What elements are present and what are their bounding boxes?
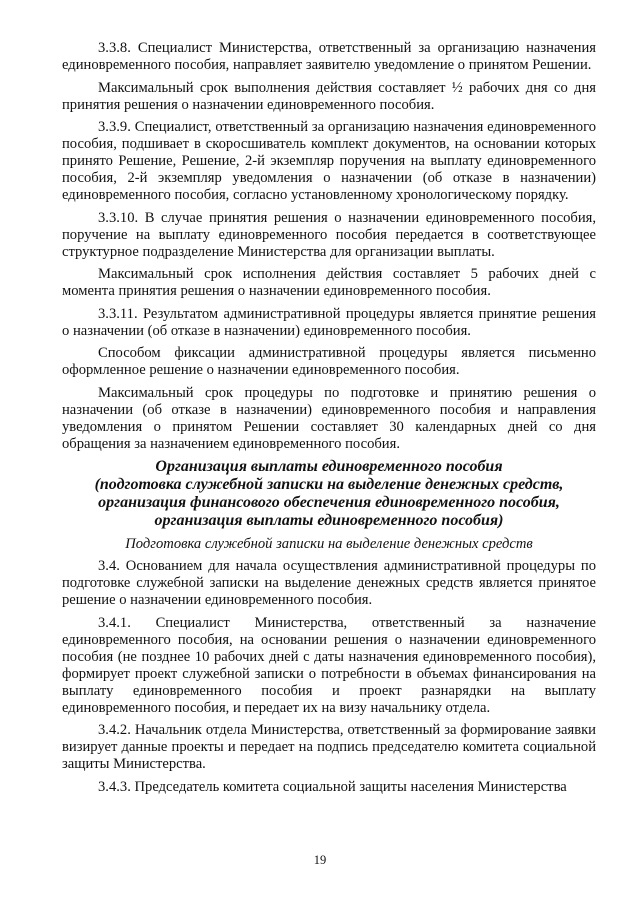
paragraph-3-3-10: 3.3.10. В случае принятия решения о назначении единовременного пособия, поручение на выплату единовременного пособия передается в соответствующее структурное подразделение Министерства для организации выплаты. bbox=[62, 209, 596, 260]
subsection-heading: Подготовка служебной записки на выделение денежных средств bbox=[125, 535, 533, 552]
paragraph-3-3-8: 3.3.8. Специалист Министерства, ответственный за организацию назначения единовременного пособия, направляет заявителю уведомление о принятом Решении. bbox=[62, 40, 596, 73]
paragraph-3-3-9: 3.3.9. Специалист, ответственный за организацию назначения единовременного пособия, подшивает в скоросшиватель комплект документов, на основании которых принято Решение, Решение, 2-й экземпляр поручения на выплату единовременного пособия, 2-й экземпляр уведомления о назначении (об отказе в назначении) единовременного пособия, согласно установленному хронологическому порядку. bbox=[62, 119, 596, 203]
document-page bbox=[62, 40, 596, 801]
paragraph-3-4-3: 3.4.3. Председатель комитета социальной защиты населения Министерства bbox=[98, 778, 567, 795]
section-heading-line: (подготовка служебной записки на выделение денежных средств, bbox=[94, 476, 564, 493]
section-heading bbox=[62, 458, 596, 530]
paragraph-3-4: 3.4. Основанием для начала осуществления административной процедуры по подготовке служебной записки на выделение денежных средств является принятое решение о назначении единовременного пособия. bbox=[62, 558, 596, 608]
paragraph-fixation-method: Способом фиксации административной процедуры является письменно оформленное решение о назначении единовременного пособия. bbox=[62, 345, 596, 378]
paragraph-deadline-half-day: Максимальный срок выполнения действия составляет ½ рабочих дня со дня принятия решения о назначении единовременного пособия. bbox=[62, 79, 596, 113]
paragraph-3-4-1: 3.4.1. Специалист Министерства, ответственный за назначение единовременного пособия, на основании решения о назначении единовременного пособия (не позднее 10 рабочих дней с даты назначения единовременного пособия), формирует проект служебной записки о потребности в объемах финансирования на выплату единовременного пособия и проект разнарядки на выплату единовременного пособия, и передает их на визу начальнику отдела. bbox=[62, 614, 596, 716]
section-heading-line: организация финансового обеспечения единовременного пособия, bbox=[98, 494, 560, 511]
section-heading-line: Организация выплаты единовременного пособия bbox=[155, 458, 503, 475]
paragraph-3-3-11: 3.3.11. Результатом административной процедуры является принятие решения о назначении (об отказе в назначении) единовременного пособия. bbox=[62, 305, 596, 339]
paragraph-3-4-2: 3.4.2. Начальник отдела Министерства, ответственный за формирование заявки визирует данные проекты и передает на подпись председателю комитета социальной защиты Министерства. bbox=[62, 722, 596, 772]
section-heading-line: организация выплаты единовременного пособия) bbox=[154, 512, 504, 529]
paragraph-deadline-5-days: Максимальный срок исполнения действия составляет 5 рабочих дней с момента принятия решения о назначении единовременного пособия. bbox=[62, 266, 596, 299]
paragraph-deadline-30-days: Максимальный срок процедуры по подготовке и принятию решения о назначении (об отказе в назначении) единовременного пособия и направления уведомления о принятом Решении составляет 30 календарных дней со дня обращения за назначением единовременного пособия. bbox=[62, 384, 596, 452]
page-number: 19 bbox=[313, 853, 327, 867]
